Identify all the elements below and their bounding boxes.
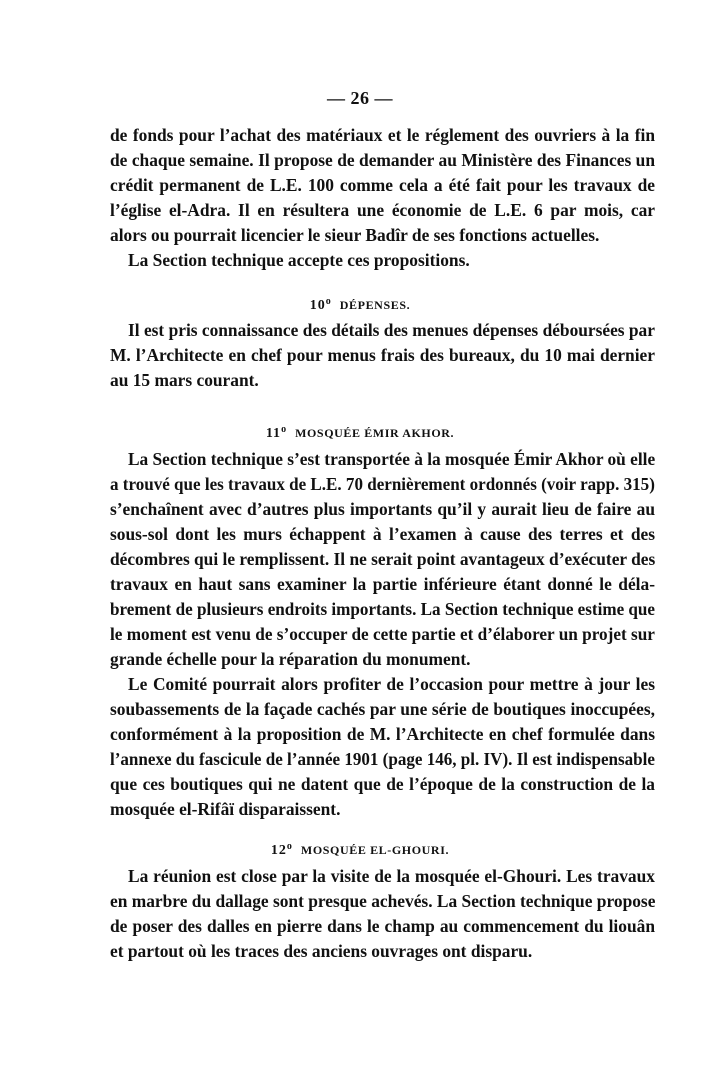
section-number: 10$^o$ bbox=[309, 296, 332, 313]
section-title: DÉPENSES. bbox=[339, 298, 411, 312]
text-line: crédit permanent de L.E. 100 comme cela a été fait pour les travaux de bbox=[110, 175, 655, 195]
text-line: décombres qui le remplissent. Il ne serait point avantageux d’exécuter des bbox=[110, 549, 656, 569]
text-line: La Section technique s’est transportée à la mosquée Émir Akhor où elle bbox=[128, 449, 656, 469]
section-heading-mosquee-emir-akhor bbox=[0, 421, 720, 443]
text-line: alors ou pourrait licencier le sieur Badîr de ses fonctions actuelles. bbox=[110, 225, 600, 245]
text-line: s’enchaînent avec d’autres plus importants qu’il y aurait lieu de faire au bbox=[110, 499, 655, 519]
section-heading-mosquee-el-ghouri bbox=[0, 838, 720, 860]
text-line: que ces boutiques qui ne datent que de l’époque de la construction de la bbox=[110, 774, 655, 794]
text-line: mosquée el-Rifâï disparaissent. bbox=[110, 799, 341, 819]
text-line: le moment est venu de s’occuper de cette partie et d’élaborer un projet sur bbox=[110, 624, 655, 644]
text-line: de poser des dalles en pierre dans le champ au commencement du liouân bbox=[110, 916, 655, 936]
section-number: 12$^o$ bbox=[270, 841, 293, 858]
text-line: l’église el-Adra. Il en résultera une économie de L.E. 6 par mois, car bbox=[110, 200, 655, 220]
text-line: de chaque semaine. Il propose de demander au Ministère des Finances un bbox=[110, 150, 655, 170]
text-line: et partout où les traces des anciens ouvrages ont disparu. bbox=[110, 941, 533, 961]
page-number: — 26 — bbox=[327, 88, 393, 108]
text-line: brement de plusieurs endroits importants. La Section technique estime que bbox=[110, 599, 656, 619]
text-line: au 15 mars courant. bbox=[110, 370, 259, 390]
section-heading-depenses bbox=[0, 293, 720, 315]
section-number: 11$^o$ bbox=[265, 424, 288, 441]
text-line: de fonds pour l’achat des matériaux et le réglement des ouvriers à la fin bbox=[110, 125, 655, 145]
text-line: La réunion est close par la visite de la mosquée el-Ghouri. Les travaux bbox=[128, 866, 655, 886]
text-line: soubassements de la façade cachés par une série de boutiques inoccupées, bbox=[110, 699, 655, 719]
text-line: travaux en haut sans examiner la partie inférieure étant donné le déla- bbox=[110, 574, 655, 594]
text-line: Le Comité pourrait alors profiter de l’occasion pour mettre à jour les bbox=[128, 674, 655, 694]
text-line: conformément à la proposition de M. l’Architecte en chef formulée dans bbox=[110, 724, 655, 744]
text-line: La Section technique accepte ces propositions. bbox=[128, 250, 470, 270]
text-line: a trouvé que les travaux de L.E. 70 dernièrement ordonnés (voir rapp. 315) bbox=[110, 474, 655, 494]
text-line: sous-sol dont les murs échappent à l’examen à cause des terres et des bbox=[110, 524, 655, 544]
text-line: Il est pris connaissance des détails des menues dépenses déboursées par bbox=[128, 320, 655, 340]
section-title: MOSQUÉE ÉMIR AKHOR. bbox=[295, 426, 455, 440]
text-line: grande échelle pour la réparation du monument. bbox=[110, 649, 471, 669]
section-title: MOSQUÉE EL-GHOURI. bbox=[300, 843, 450, 857]
text-line: en marbre du dallage sont presque achevés. La Section technique propose bbox=[110, 891, 656, 911]
text-line: l’annexe du fascicule de l’année 1901 (page 146, pl. IV). Il est indispensable bbox=[110, 749, 655, 769]
text-line: M. l’Architecte en chef pour menus frais des bureaux, du 10 mai dernier bbox=[110, 345, 655, 365]
